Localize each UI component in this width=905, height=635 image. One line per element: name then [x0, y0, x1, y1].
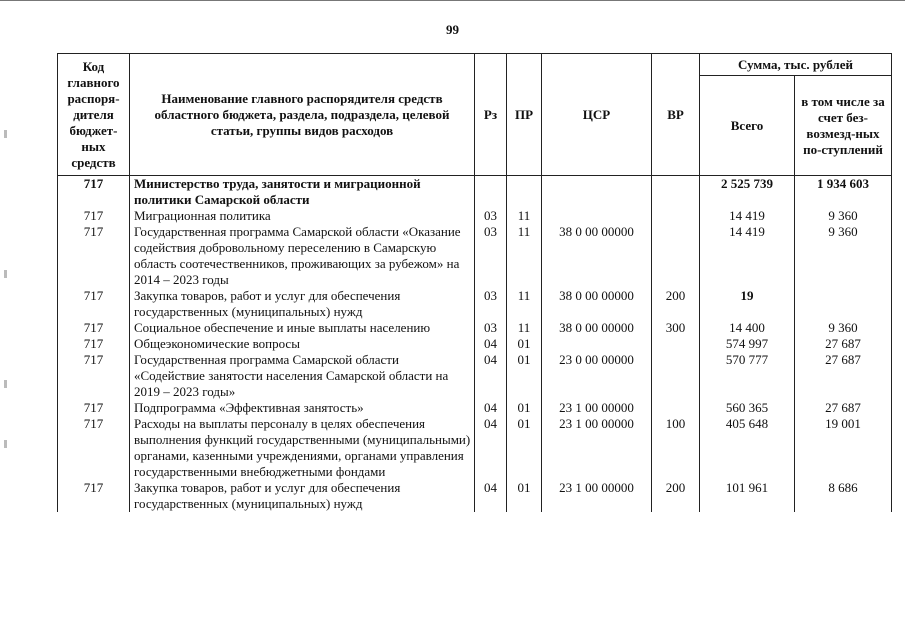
cell-rz: 04	[475, 400, 507, 416]
table-row	[58, 480, 892, 512]
table-row	[58, 352, 892, 400]
cell-rz: 03	[475, 288, 507, 320]
cell-vr	[652, 352, 700, 400]
cell-grants: 27 687	[795, 400, 892, 416]
cell-csr: 38 0 00 00000	[542, 320, 652, 336]
cell-csr	[542, 336, 652, 352]
header-pr: ПР	[507, 54, 542, 176]
cell-csr: 23 1 00 00000	[542, 416, 652, 480]
cell-pr: 01	[507, 416, 542, 480]
cell-grants: 9 360	[795, 224, 892, 288]
header-grants: в том числе за счет без-возмезд-ных по-ступлений	[795, 76, 892, 176]
header-total: Всего	[700, 76, 795, 176]
cell-total: 560 365	[700, 400, 795, 416]
cell-name: Миграционная политика	[130, 208, 475, 224]
cell-pr: 01	[507, 336, 542, 352]
table-row	[58, 288, 892, 320]
cell-rz: 03	[475, 320, 507, 336]
cell-pr: 11	[507, 320, 542, 336]
cell-vr	[652, 224, 700, 288]
header-code: Код главного распоря-дителя бюджет-ных средств	[58, 54, 130, 176]
budget-table	[57, 53, 892, 512]
scan-artifacts	[4, 120, 10, 500]
cell-pr: 11	[507, 208, 542, 224]
cell-code: 717	[58, 320, 130, 336]
header-csr: ЦСР	[542, 54, 652, 176]
cell-grants: 9 360	[795, 208, 892, 224]
cell-csr: 38 0 00 00000	[542, 288, 652, 320]
cell-total: 19	[700, 288, 795, 320]
cell-csr: 23 1 00 00000	[542, 480, 652, 512]
table-row	[58, 208, 892, 224]
cell-name: Социальное обеспечение и иные выплаты населению	[130, 320, 475, 336]
cell-grants: 27 687	[795, 336, 892, 352]
cell-pr: 11	[507, 224, 542, 288]
cell-total: 574 997	[700, 336, 795, 352]
cell-code: 717	[58, 288, 130, 320]
cell-vr: 100	[652, 416, 700, 480]
cell-name: Закупка товаров, работ и услуг для обеспечения государственных (муниципальных) нужд	[130, 480, 475, 512]
cell-rz: 04	[475, 352, 507, 400]
table-row	[58, 336, 892, 352]
cell-rz: 03	[475, 208, 507, 224]
top-frame-line	[0, 0, 905, 1]
cell-code: 717	[58, 208, 130, 224]
table-row	[58, 416, 892, 480]
cell-name: Государственная программа Самарской области «Оказание содействия добровольному переселению в Самарскую область соотечественников, проживающих за рубежом» на 2014 – 2023 годы	[130, 224, 475, 288]
table-row	[58, 400, 892, 416]
cell-code: 717	[58, 352, 130, 400]
cell-code: 717	[58, 336, 130, 352]
cell-grants: 8 686	[795, 480, 892, 512]
cell-csr: 38 0 00 00000	[542, 224, 652, 288]
cell-code: 717	[58, 480, 130, 512]
cell-rz: 03	[475, 224, 507, 288]
cell-total: 405 648	[700, 416, 795, 480]
cell-name: Министерство труда, занятости и миграционной политики Самарской области	[130, 176, 475, 209]
cell-total: 570 777	[700, 352, 795, 400]
cell-total: 14 419	[700, 224, 795, 288]
cell-pr: 11	[507, 288, 542, 320]
cell-csr	[542, 176, 652, 209]
table-header	[58, 54, 892, 176]
cell-total: 14 400	[700, 320, 795, 336]
cell-code: 717	[58, 400, 130, 416]
cell-grants	[795, 288, 892, 320]
cell-vr	[652, 400, 700, 416]
cell-code: 717	[58, 224, 130, 288]
page-number: 99	[446, 22, 459, 37]
cell-vr	[652, 176, 700, 209]
cell-pr: 01	[507, 352, 542, 400]
cell-csr	[542, 208, 652, 224]
header-name: Наименование главного распорядителя средств областного бюджета, раздела, подраздела, целевой статьи, группы видов расходов	[130, 54, 475, 176]
cell-grants: 19 001	[795, 416, 892, 480]
table-body	[58, 176, 892, 513]
cell-rz: 04	[475, 480, 507, 512]
cell-vr	[652, 336, 700, 352]
cell-vr: 200	[652, 480, 700, 512]
cell-grants: 9 360	[795, 320, 892, 336]
cell-rz	[475, 176, 507, 209]
cell-vr	[652, 208, 700, 224]
table-row	[58, 320, 892, 336]
table-row	[58, 176, 892, 209]
cell-name: Закупка товаров, работ и услуг для обеспечения государственных (муниципальных) нужд	[130, 288, 475, 320]
cell-vr: 300	[652, 320, 700, 336]
table-row	[58, 224, 892, 288]
cell-csr: 23 0 00 00000	[542, 352, 652, 400]
cell-pr: 01	[507, 480, 542, 512]
cell-rz: 04	[475, 336, 507, 352]
cell-pr	[507, 176, 542, 209]
cell-name: Общеэкономические вопросы	[130, 336, 475, 352]
cell-total: 2 525 739	[700, 176, 795, 209]
cell-vr: 200	[652, 288, 700, 320]
cell-name: Государственная программа Самарской области «Содействие занятости населения Самарской области на 2019 – 2023 годы»	[130, 352, 475, 400]
cell-name: Подпрограмма «Эффективная занятость»	[130, 400, 475, 416]
cell-grants: 1 934 603	[795, 176, 892, 209]
cell-name: Расходы на выплаты персоналу в целях обеспечения выполнения функций государственными (муниципальными) органами, казенными учреждениями, органами управления государственными внебюджетными фондами	[130, 416, 475, 480]
cell-csr: 23 1 00 00000	[542, 400, 652, 416]
header-rz: Рз	[475, 54, 507, 176]
cell-grants: 27 687	[795, 352, 892, 400]
cell-total: 101 961	[700, 480, 795, 512]
header-vr: ВР	[652, 54, 700, 176]
cell-code: 717	[58, 416, 130, 480]
cell-pr: 01	[507, 400, 542, 416]
cell-code: 717	[58, 176, 130, 209]
header-sum-group: Сумма, тыс. рублей	[700, 54, 892, 76]
cell-rz: 04	[475, 416, 507, 480]
cell-total: 14 419	[700, 208, 795, 224]
